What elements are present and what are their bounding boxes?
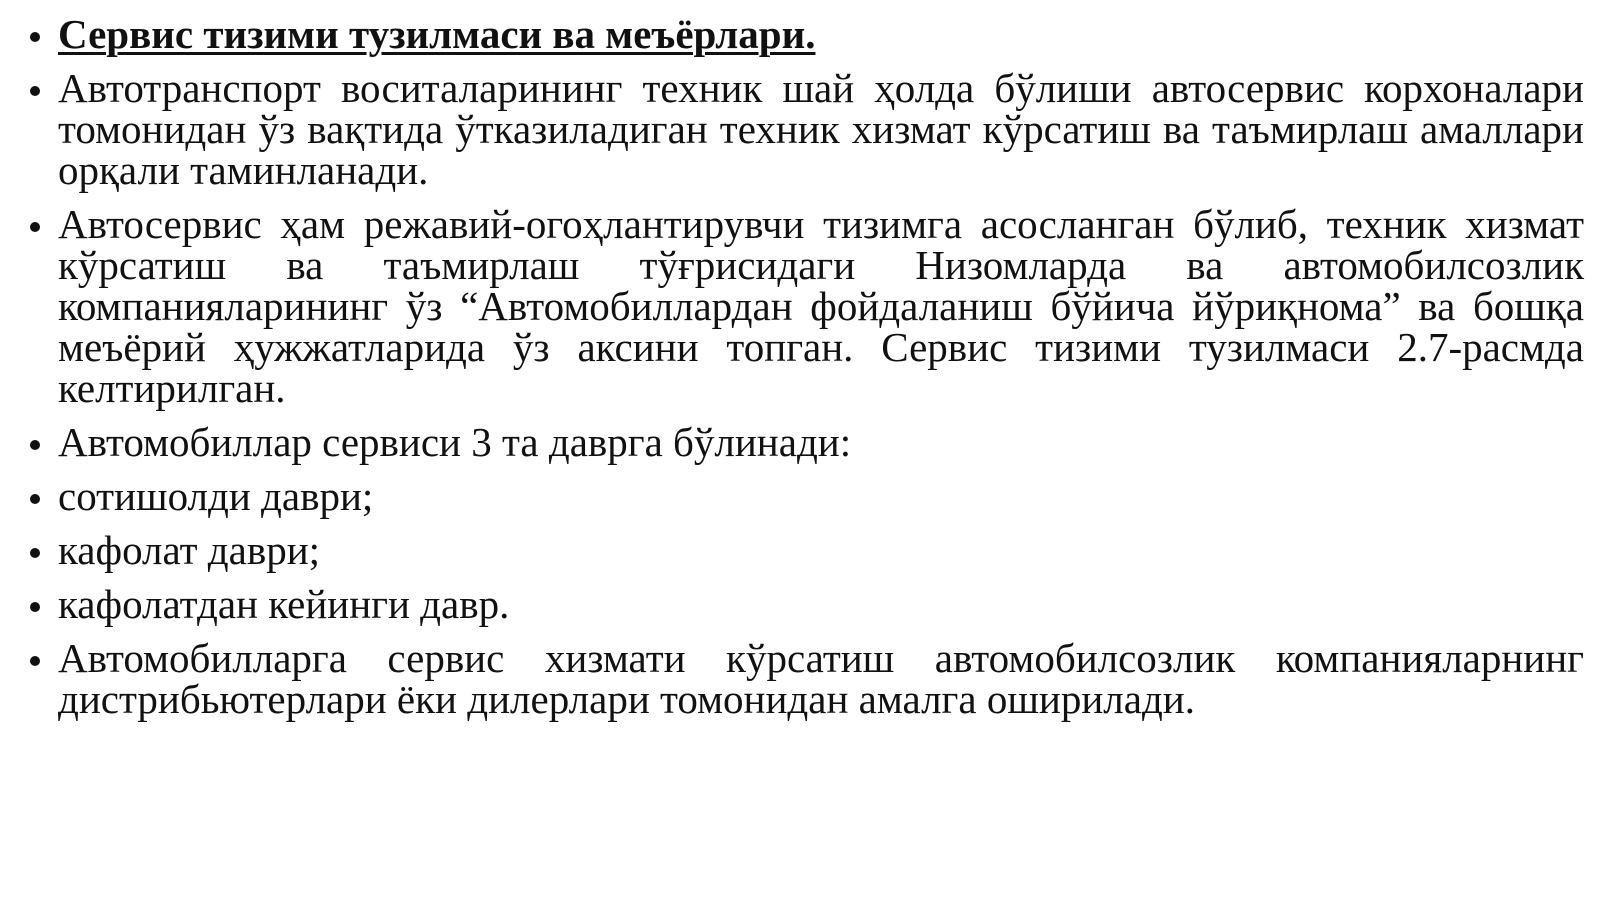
bullet-text: Автомобилларга сервис хизмати кўрсатиш автомобилсозлик компанияларнинг дистрибьютерлари ёки дилерлари томонидан амалга оширилади. — [58, 635, 1584, 722]
bullet-dot-icon — [30, 656, 40, 666]
bullet-text: Автосервис ҳам режавий-огоҳлантирувчи тизимга асосланган бўлиб, техник хизмат кўрсатиш ва таъмирлаш тўғрисидаги Низомларда ва автомобилсозлик компанияларининг ўз “Автомобиллардан фойдаланиш бўйича йўриқнома” ва бошқа меъёрий ҳужжатларида ўз аксини топган. Сервис тизими тузилмаси 2.7-расмда келтирилган. — [58, 201, 1584, 411]
bullet-item — [28, 635, 1584, 722]
slide-heading: Сервис тизими тузилмаси ва меъёрлари. — [58, 11, 816, 57]
bullet-text: кафолатдан кейинги давр. — [58, 581, 510, 627]
bullet-item — [28, 473, 1584, 519]
bullet-item — [28, 201, 1584, 411]
bullet-dot-icon — [30, 548, 40, 558]
bullet-text: Автотранспорт воситаларининг техник шай ҳолда бўлиши автосервис корхоналари томонидан ўз вақтида ўтказиладиган техник хизмат кўрсатиш ва таъмирлаш амаллари орқали таминланади. — [58, 65, 1584, 193]
bullet-text: кафолат даври; — [58, 527, 321, 573]
bullet-text: Автомобиллар сервиси 3 та даврга бўлинади: — [58, 419, 852, 465]
bullet-item — [28, 527, 1584, 573]
bullet-dot-icon — [30, 602, 40, 612]
bullet-item — [28, 65, 1584, 193]
bullet-dot-icon — [30, 494, 40, 504]
bullet-item — [28, 581, 1584, 627]
bullet-dot-icon — [30, 32, 40, 42]
bullet-item — [28, 419, 1584, 465]
bullet-dot-icon — [30, 86, 40, 96]
bullet-dot-icon — [30, 222, 40, 232]
bullet-item-heading — [28, 11, 1584, 57]
bullet-list — [28, 11, 1584, 733]
bullet-text: сотишолди даври; — [58, 473, 374, 519]
bullet-dot-icon — [30, 440, 40, 450]
